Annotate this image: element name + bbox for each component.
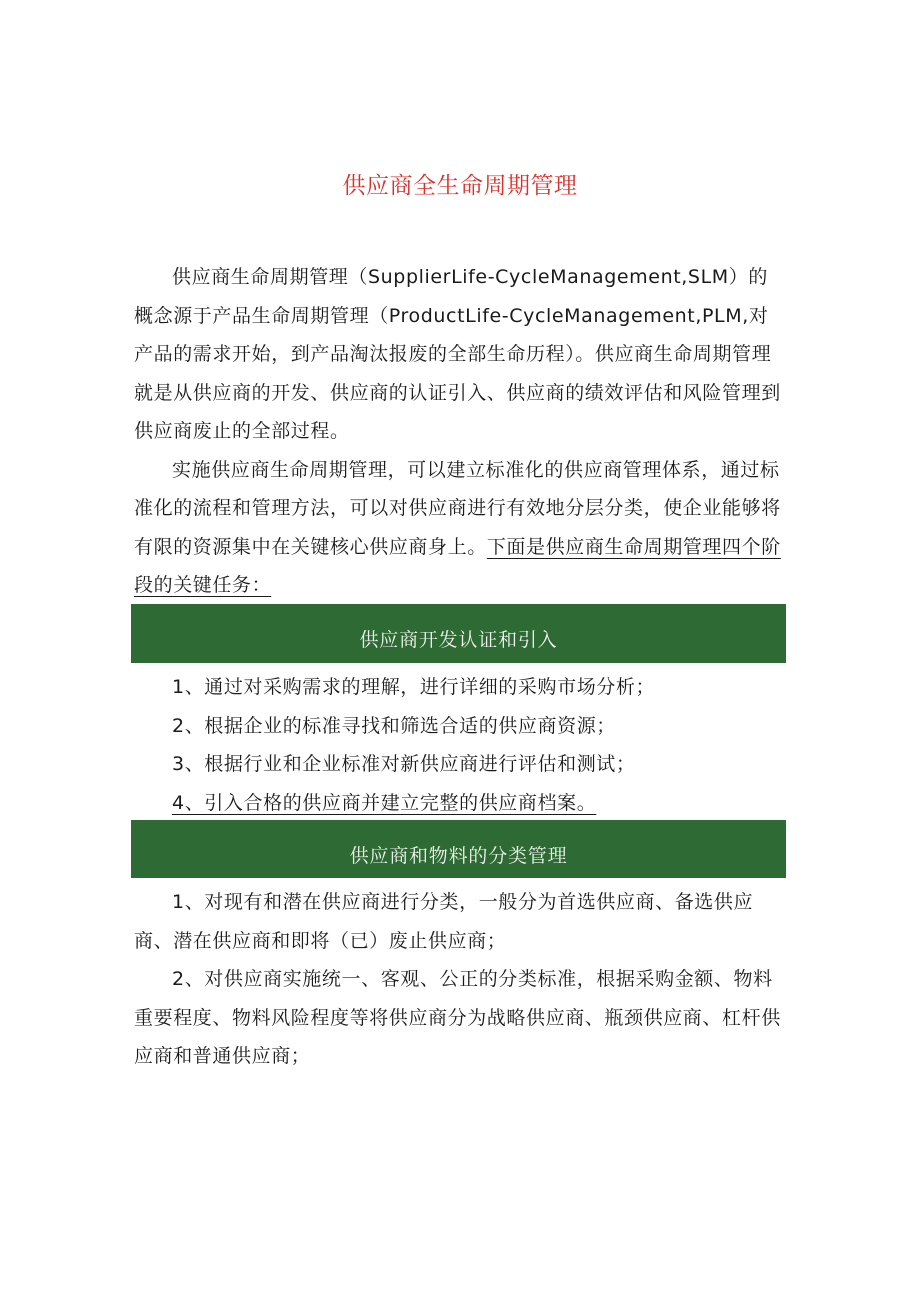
section-heading-classification: 供应商和物料的分类管理 [131,820,786,878]
list-item: 2、对供应商实施统一、客观、公正的分类标准，根据采购金额、物料重要程度、物料风险程度等将供应商分为战略供应商、瓶颈供应商、杠杆供应商和普通供应商； [134,968,781,1067]
list-item: 2、根据企业的标准寻找和筛选合适的供应商资源； [172,714,616,737]
intro-text [134,258,786,605]
list-item: 1、对现有和潜在供应商进行分类，一般分为首选供应商、备选供应商、潜在供应商和即将（已）废止供应商； [134,891,754,952]
document-title: 供应商全生命周期管理 [342,173,578,199]
intro-paragraph-2-text: 实施供应商生命周期管理，可以建立标准化的供应商管理体系，通过标准化的流程和管理方法，可以对供应商进行有效地分层分类，使企业能够将有限的资源集中在关键核心供应商身上。 [134,458,781,558]
section-classification-list [134,883,786,1076]
section-development-list [134,668,786,822]
section-heading-development: 供应商开发认证和引入 [131,604,786,663]
list-item: 3、根据行业和企业标准对新供应商进行评估和测试； [172,753,636,775]
intro-paragraph-1: 供应商生命周期管理（SupplierLife-CycleManagement,SLM）的概念源于产品生命周期管理（ProductLife-CycleManagement,PLM,对产品的需求开始，到产品淘汰报废的全部生命历程）。供应商生命周期管理就是从供应商的开发、供应商的认证引入、供应商的绩效评估和风险管理到供应商废止的全部过程。 [134,266,781,442]
intro-paragraph-2-underlined: 下面是供应商生命周期管理四个阶段的关键任务： [134,535,781,596]
list-item [134,784,786,823]
list-item-underlined: 4、引入合格的供应商并建立完整的供应商档案。 [172,791,597,814]
intro-paragraph-2 [134,451,786,605]
list-item: 1、通过对采购需求的理解，进行详细的采购市场分析； [172,676,656,698]
